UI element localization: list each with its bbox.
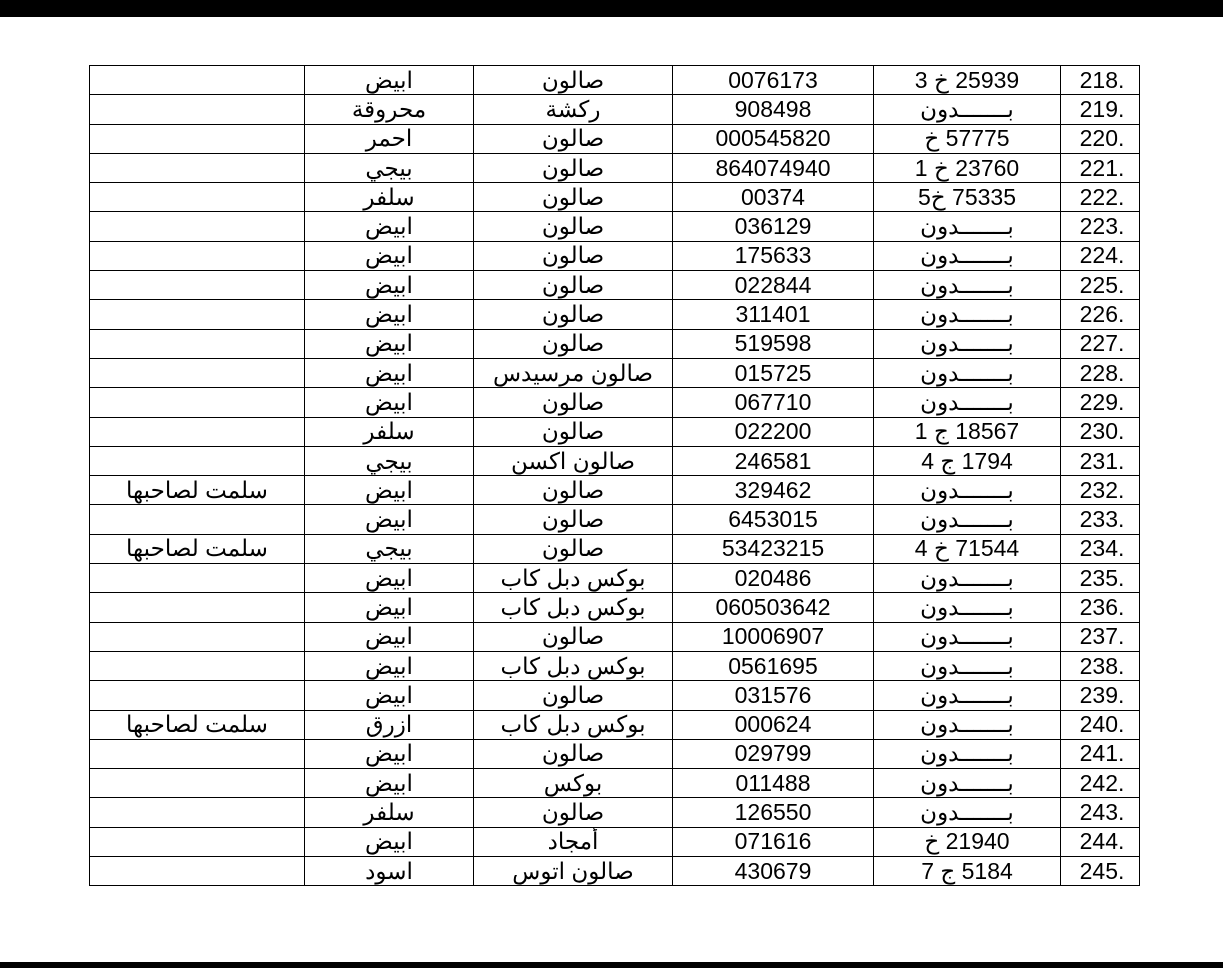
vehicle-color-cell: ابيض [305,329,474,358]
row-number-cell: 244. [1061,827,1140,856]
vehicle-records-table [89,65,1140,886]
vehicle-color-cell: ازرق [305,710,474,739]
plate-number-cell: بـــــــدون [874,505,1061,534]
chassis-number-cell: 311401 [673,300,874,329]
table-row [90,329,1140,358]
vehicle-color-cell: ابيض [305,564,474,593]
vehicle-color-cell: ابيض [305,66,474,95]
table-row [90,241,1140,270]
plate-number-cell: بـــــــدون [874,95,1061,124]
vehicle-color-cell: ابيض [305,476,474,505]
chassis-number-cell: 0561695 [673,651,874,680]
vehicle-color-cell: سلفر [305,417,474,446]
chassis-number-cell: 175633 [673,241,874,270]
plate-number-cell: بـــــــدون [874,564,1061,593]
vehicle-type-cell: صالون [474,241,673,270]
chassis-number-cell: 000545820 [673,124,874,153]
row-number-cell: 238. [1061,651,1140,680]
plate-number-cell: 18567 ج 1 [874,417,1061,446]
vehicle-type-cell: بوكس دبل كاب [474,710,673,739]
plate-number-cell: 25939 خ 3 [874,66,1061,95]
row-number-cell: 221. [1061,153,1140,182]
chassis-number-cell: 060503642 [673,593,874,622]
chassis-number-cell: 329462 [673,476,874,505]
plate-number-cell: بـــــــدون [874,681,1061,710]
chassis-number-cell: 246581 [673,446,874,475]
vehicle-color-cell: ابيض [305,769,474,798]
table-row [90,505,1140,534]
plate-number-cell: 1794 ج 4 [874,446,1061,475]
delivery-note-cell [90,827,305,856]
plate-number-cell: بـــــــدون [874,388,1061,417]
vehicle-type-cell: بوكس دبل كاب [474,593,673,622]
delivery-note-cell [90,358,305,387]
row-number-cell: 233. [1061,505,1140,534]
chassis-number-cell: 908498 [673,95,874,124]
vehicle-records-body [90,66,1140,886]
table-row [90,212,1140,241]
chassis-number-cell: 10006907 [673,622,874,651]
chassis-number-cell: 036129 [673,212,874,241]
vehicle-type-cell: صالون اكسن [474,446,673,475]
delivery-note-cell [90,153,305,182]
plate-number-cell: 21940 خ [874,827,1061,856]
delivery-note-cell: سلمت لصاحبها [90,476,305,505]
row-number-cell: 235. [1061,564,1140,593]
chassis-number-cell: 067710 [673,388,874,417]
vehicle-color-cell: ابيض [305,358,474,387]
vehicle-type-cell: بوكس دبل كاب [474,564,673,593]
plate-number-cell: بـــــــدون [874,329,1061,358]
row-number-cell: 234. [1061,534,1140,563]
plate-number-cell: بـــــــدون [874,651,1061,680]
row-number-cell: 231. [1061,446,1140,475]
table-row [90,95,1140,124]
plate-number-cell: بـــــــدون [874,739,1061,768]
vehicle-type-cell: ركشة [474,95,673,124]
vehicle-type-cell: صالون [474,681,673,710]
vehicle-type-cell: صالون [474,66,673,95]
vehicle-type-cell: صالون [474,212,673,241]
table-row [90,769,1140,798]
vehicle-color-cell: سلفر [305,798,474,827]
plate-number-cell: بـــــــدون [874,358,1061,387]
chassis-number-cell: 126550 [673,798,874,827]
chassis-number-cell: 011488 [673,769,874,798]
plate-number-cell: 5184 ج 7 [874,857,1061,886]
chassis-number-cell: 015725 [673,358,874,387]
vehicle-type-cell: صالون [474,798,673,827]
chassis-number-cell: 53423215 [673,534,874,563]
chassis-number-cell: 00374 [673,183,874,212]
document-page [0,17,1223,962]
plate-number-cell: 75335 خ5 [874,183,1061,212]
chassis-number-cell: 000624 [673,710,874,739]
plate-number-cell: 71544 خ 4 [874,534,1061,563]
table-row [90,857,1140,886]
table-row [90,739,1140,768]
vehicle-color-cell: ابيض [305,827,474,856]
delivery-note-cell [90,271,305,300]
vehicle-color-cell: ابيض [305,271,474,300]
chassis-number-cell: 022200 [673,417,874,446]
vehicle-type-cell: صالون [474,183,673,212]
vehicle-type-cell: صالون [474,534,673,563]
vehicle-color-cell: بيجي [305,153,474,182]
delivery-note-cell [90,593,305,622]
chassis-number-cell: 430679 [673,857,874,886]
vehicle-color-cell: ابيض [305,651,474,680]
row-number-cell: 229. [1061,388,1140,417]
plate-number-cell: بـــــــدون [874,769,1061,798]
table-row [90,651,1140,680]
row-number-cell: 220. [1061,124,1140,153]
vehicle-type-cell: صالون اتوس [474,857,673,886]
row-number-cell: 241. [1061,739,1140,768]
vehicle-type-cell: صالون [474,300,673,329]
table-row [90,534,1140,563]
vehicle-type-cell: صالون [474,329,673,358]
table-row [90,358,1140,387]
vehicle-color-cell: ابيض [305,300,474,329]
table-row [90,66,1140,95]
delivery-note-cell [90,212,305,241]
plate-number-cell: بـــــــدون [874,798,1061,827]
table-row [90,388,1140,417]
vehicle-type-cell: بوكس [474,769,673,798]
chassis-number-cell: 6453015 [673,505,874,534]
delivery-note-cell [90,183,305,212]
plate-number-cell: بـــــــدون [874,241,1061,270]
vehicle-type-cell: صالون [474,271,673,300]
vehicle-type-cell: صالون مرسيدس [474,358,673,387]
delivery-note-cell [90,417,305,446]
delivery-note-cell: سلمت لصاحبها [90,534,305,563]
chassis-number-cell: 020486 [673,564,874,593]
delivery-note-cell [90,857,305,886]
delivery-note-cell [90,388,305,417]
row-number-cell: 223. [1061,212,1140,241]
vehicle-color-cell: احمر [305,124,474,153]
table-row [90,300,1140,329]
delivery-note-cell [90,124,305,153]
vehicle-color-cell: ابيض [305,505,474,534]
vehicle-color-cell: ابيض [305,681,474,710]
chassis-number-cell: 519598 [673,329,874,358]
delivery-note-cell [90,739,305,768]
delivery-note-cell [90,300,305,329]
delivery-note-cell [90,651,305,680]
plate-number-cell: بـــــــدون [874,300,1061,329]
plate-number-cell: بـــــــدون [874,476,1061,505]
table-row [90,827,1140,856]
vehicle-color-cell: بيجي [305,534,474,563]
vehicle-color-cell: ابيض [305,593,474,622]
delivery-note-cell [90,329,305,358]
table-row [90,564,1140,593]
table-row [90,476,1140,505]
vehicle-type-cell: صالون [474,476,673,505]
vehicle-color-cell: ابيض [305,212,474,241]
row-number-cell: 222. [1061,183,1140,212]
vehicle-type-cell: صالون [474,124,673,153]
delivery-note-cell [90,505,305,534]
delivery-note-cell [90,681,305,710]
vehicle-color-cell: ابيض [305,622,474,651]
chassis-number-cell: 0076173 [673,66,874,95]
table-row [90,681,1140,710]
delivery-note-cell [90,66,305,95]
row-number-cell: 240. [1061,710,1140,739]
vehicle-type-cell: صالون [474,505,673,534]
vehicle-type-cell: صالون [474,622,673,651]
vehicle-color-cell: ابيض [305,739,474,768]
row-number-cell: 230. [1061,417,1140,446]
row-number-cell: 226. [1061,300,1140,329]
vehicle-type-cell: صالون [474,417,673,446]
vehicle-color-cell: ابيض [305,388,474,417]
delivery-note-cell [90,95,305,124]
vehicle-type-cell: صالون [474,388,673,417]
row-number-cell: 228. [1061,358,1140,387]
row-number-cell: 236. [1061,593,1140,622]
table-row [90,446,1140,475]
chassis-number-cell: 071616 [673,827,874,856]
delivery-note-cell [90,622,305,651]
vehicle-type-cell: أمجاد [474,827,673,856]
plate-number-cell: 23760 خ 1 [874,153,1061,182]
vehicle-color-cell: محروقة [305,95,474,124]
row-number-cell: 224. [1061,241,1140,270]
table-row [90,271,1140,300]
delivery-note-cell [90,564,305,593]
row-number-cell: 243. [1061,798,1140,827]
row-number-cell: 225. [1061,271,1140,300]
plate-number-cell: بـــــــدون [874,593,1061,622]
table-row [90,124,1140,153]
chassis-number-cell: 864074940 [673,153,874,182]
plate-number-cell: بـــــــدون [874,271,1061,300]
vehicle-color-cell: بيجي [305,446,474,475]
table-row [90,593,1140,622]
table-row [90,153,1140,182]
vehicle-color-cell: سلفر [305,183,474,212]
table-row [90,417,1140,446]
row-number-cell: 237. [1061,622,1140,651]
delivery-note-cell [90,798,305,827]
table-row [90,710,1140,739]
chassis-number-cell: 029799 [673,739,874,768]
table-row [90,622,1140,651]
vehicle-type-cell: صالون [474,739,673,768]
row-number-cell: 239. [1061,681,1140,710]
chassis-number-cell: 022844 [673,271,874,300]
row-number-cell: 232. [1061,476,1140,505]
plate-number-cell: بـــــــدون [874,212,1061,241]
vehicle-color-cell: اسود [305,857,474,886]
vehicle-type-cell: بوكس دبل كاب [474,651,673,680]
row-number-cell: 227. [1061,329,1140,358]
chassis-number-cell: 031576 [673,681,874,710]
plate-number-cell: بـــــــدون [874,622,1061,651]
delivery-note-cell [90,241,305,270]
row-number-cell: 218. [1061,66,1140,95]
row-number-cell: 245. [1061,857,1140,886]
plate-number-cell: 57775 خ [874,124,1061,153]
delivery-note-cell: سلمت لصاحبها [90,710,305,739]
vehicle-type-cell: صالون [474,153,673,182]
plate-number-cell: بـــــــدون [874,710,1061,739]
table-row [90,798,1140,827]
row-number-cell: 219. [1061,95,1140,124]
vehicle-color-cell: ابيض [305,241,474,270]
delivery-note-cell [90,769,305,798]
delivery-note-cell [90,446,305,475]
table-row [90,183,1140,212]
row-number-cell: 242. [1061,769,1140,798]
